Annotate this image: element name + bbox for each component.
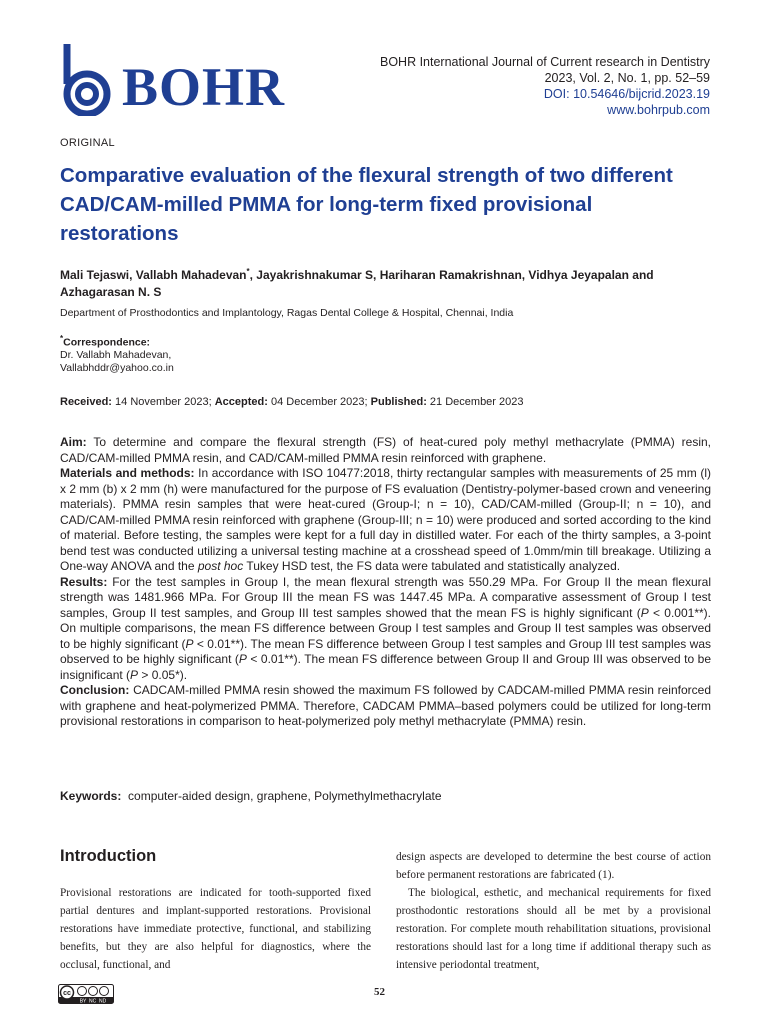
affiliation: Department of Prosthodontics and Implantology, Ragas Dental College & Hospital, Chennai, India	[60, 307, 514, 319]
abstract-aim	[60, 435, 711, 466]
page-number: 52	[374, 986, 385, 998]
paragraph: design aspects are developed to determine the best course of action before permanent restorations are fabricated (1).	[396, 851, 711, 881]
methods-text-2: Tukey HSD test, the FS data were tabulated and statistically analyzed.	[243, 559, 621, 573]
conclusion-text: CADCAM-milled PMMA resin showed the maximum FS followed by CADCAM-milled PMMA resin reinforced with graphene and heat-polymerized PMMA. Therefore, CADCAM PMMA–based polymers could be utilized for long-term provisional restorations in comparison to heat-polymerized poly methyl methacrylate (PMMA) resin.	[60, 683, 711, 728]
corresponding-mark: *	[246, 267, 250, 276]
article-type: ORIGINAL	[60, 137, 115, 149]
license-cc-text: cc	[63, 990, 71, 997]
keywords-text: computer-aided design, graphene, Polymethylmethacrylate	[121, 789, 442, 803]
published-date: 21 December 2023	[426, 396, 524, 408]
paragraph: Provisional restorations are indicated for tooth-supported fixed partial dentures and implant-supported restorations. Provisional restorations have immediate protective, functional, and stabilizing benefits, but they are also helpful for diagnostics, where the occlusal, functional, and	[60, 887, 371, 971]
license-sub-text: BY NC ND	[79, 998, 107, 1004]
body-column-left	[60, 884, 371, 974]
results-text-2: < 0.001**). On multiple comparisons, the mean FS difference between Group I test samples and Group II test samples was observed to be highly significant (	[60, 605, 711, 651]
section-heading-introduction: Introduction	[60, 847, 157, 865]
correspondence	[60, 333, 174, 374]
received-label: Received:	[60, 396, 112, 408]
conclusion-label: Conclusion:	[60, 683, 130, 697]
methods-label: Materials and methods:	[60, 466, 195, 480]
corr-heading: Correspondence:	[63, 336, 151, 349]
cc-by-nc-nd-icon[interactable]	[58, 984, 114, 1004]
website-link[interactable]: www.bohrpub.com	[607, 103, 710, 117]
abstract-results	[60, 575, 711, 684]
authors-text-3: Azhagarasan N. S	[60, 284, 162, 299]
results-text: For the test samples in Group I, the mean flexural strength was 550.29 MPa. For Group II the mean flexural strength was 1481.966 MPa. For Group III the mean FS was 1447.45 MPa. A comparative assessment of Group I test samples, Group II test samples, and Group III test samples showed that the mean FS is highly significant (	[60, 574, 711, 620]
p-value-symbol: P	[640, 605, 649, 620]
results-label: Results:	[60, 574, 108, 589]
received-date: 14 November 2023;	[111, 396, 215, 408]
p-value-symbol: P	[185, 636, 194, 651]
methods-italic: post hoc	[197, 559, 244, 573]
doi-link[interactable]: DOI: 10.54646/bijcrid.2023.19	[543, 87, 710, 101]
journal-name: BOHR International Journal of Current research in Dentistry	[379, 55, 710, 69]
journal-info	[380, 54, 710, 118]
p-value-symbol: P	[238, 652, 247, 666]
methods-text: In accordance with ISO 10477:2018, thirty rectangular samples with measurements of 25 mm (l) x 2 mm (b) x 2 mm (h) were manufactured for the purpose of FS evaluation (Dentistry-polymer-based crown and veneering materials). PMMA resin samples that were heat-cured (Group-I; n = 10), CAD/CAM-milled (Group-II; n = 10), and CAD/CAM-milled PMMA resin reinforced with graphene (Group-III; n = 10) were produced and sorted according to the kind of material. Before testing, the samples were kept for a full day in distilled water. For each of the thirty samples, a 3-point bend test was conducted utilizing a universal testing machine at a crosshead speed of 1.0mm/min till breakage. Utilizing a One-way ANOVA and the	[60, 466, 712, 573]
abstract-conclusion	[60, 683, 711, 730]
results-text-3: < 0.01**). The mean FS difference between Group I test samples and Group III test samples was observed to be highly significant (	[60, 636, 711, 666]
authors-text-2: , Jayakrishnakumar S, Hariharan Ramakrishnan, Vidhya Jeyapalan and	[249, 268, 654, 282]
p-value-symbol: P	[130, 667, 139, 682]
accepted-label: Accepted:	[214, 396, 268, 408]
author-list	[60, 264, 710, 300]
body-column-right	[396, 848, 711, 974]
paragraph: The biological, esthetic, and mechanical requirements for fixed prosthodontic restorations should all be met by a provisional restoration. For complete mouth rehabilitation situations, provisional restorations should last for a long time if additional therapy such as intensive periodontal treatment,	[396, 887, 711, 971]
corr-email[interactable]: Vallabhddr@yahoo.co.in	[60, 361, 174, 374]
logo-wordmark: BOHR	[122, 57, 286, 117]
published-label: Published:	[370, 396, 427, 408]
citation: 2023, Vol. 2, No. 1, pp. 52–59	[544, 71, 710, 85]
accepted-date: 04 December 2023;	[267, 396, 371, 408]
aim-text: To determine and compare the flexural strength (FS) of heat-cured poly methyl methacrylate (PMMA) resin, CAD/CAM-milled PMMA resin, and CAD/CAM-milled PMMA resin reinforced with graphene.	[60, 435, 711, 465]
results-text-4: < 0.01**). The mean FS difference between Group II and Group III was observed to be insignificant (	[60, 652, 711, 682]
aim-label: Aim:	[60, 435, 87, 449]
results-text-5: > 0.05*).	[138, 667, 188, 682]
abstract	[60, 435, 711, 730]
authors-text: Mali Tejaswi, Vallabh Mahadevan	[60, 268, 247, 282]
corr-name: Dr. Vallabh Mahadevan,	[60, 349, 172, 361]
corr-star: *	[60, 334, 64, 343]
article-title: Comparative evaluation of the flexural strength of two different CAD/CAM-milled PMMA for long-term fixed provisional restorations	[60, 164, 673, 245]
article-dates	[60, 396, 524, 408]
keywords-label: Keywords:	[60, 789, 122, 803]
abstract-methods	[60, 466, 711, 575]
keywords	[60, 789, 442, 803]
